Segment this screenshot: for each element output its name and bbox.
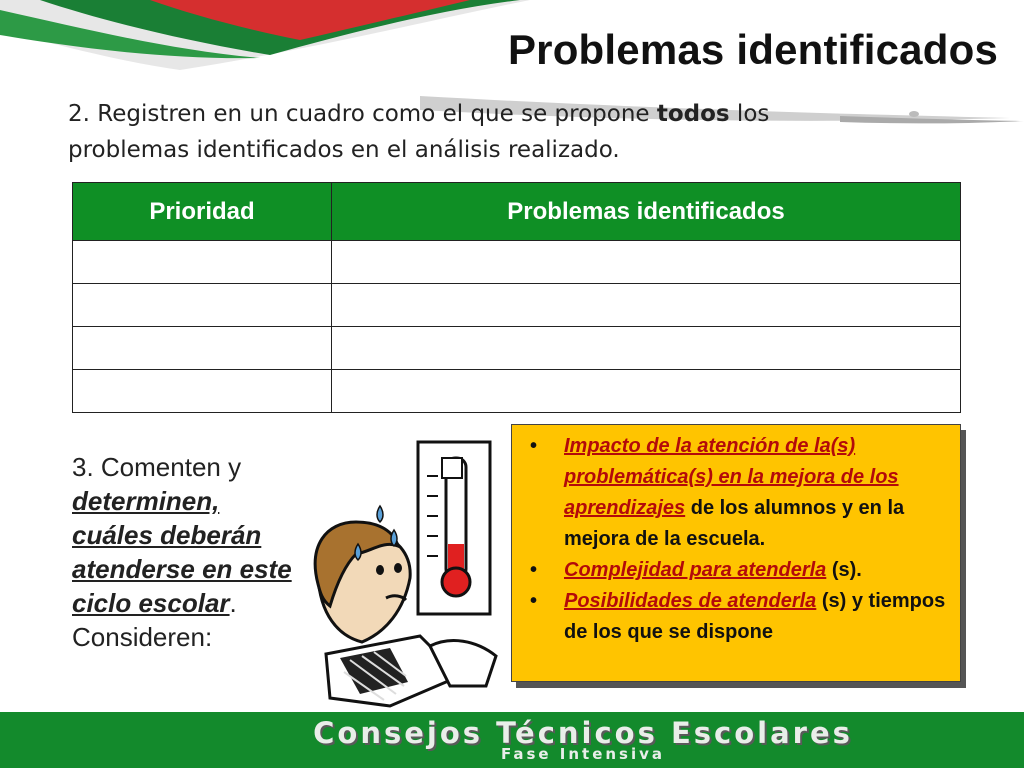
table-row <box>73 327 961 370</box>
table-cell[interactable] <box>73 241 332 284</box>
page-title: Problemas identificados <box>507 26 998 73</box>
table-row <box>73 284 961 327</box>
instruction-after: los problemas identificados en el análisis realizado. <box>68 101 770 163</box>
list-item <box>522 431 948 555</box>
bullet-icon: • <box>530 559 538 581</box>
criteria-rest: (s) y tiempos de los que se dispone <box>564 590 946 643</box>
criteria-highlight: Impacto de la atención de la(s) problemática(s) en la mejora de los aprendizajes <box>564 435 899 519</box>
list-item <box>522 586 948 648</box>
instruction-bold: todos <box>656 101 730 127</box>
table-cell[interactable] <box>332 241 961 284</box>
footer-subtitle: Fase Intensiva <box>500 745 666 763</box>
table-cell[interactable] <box>73 327 332 370</box>
table-cell[interactable] <box>332 327 961 370</box>
consider-emphasis: determinen, cuáles deberán atenderse en este ciclo escolar <box>72 486 292 618</box>
table-row <box>73 370 961 413</box>
table-cell[interactable] <box>73 370 332 413</box>
criteria-rest: de los alumnos y en la mejora de la escuela. <box>564 497 905 550</box>
footer-title: Consejos Técnicos Escolares <box>313 716 853 750</box>
criteria-list <box>522 431 948 648</box>
consider-prefix: 3. Comenten y <box>72 452 242 482</box>
header-problems: Problemas identificados <box>332 183 961 241</box>
table-cell[interactable] <box>332 370 961 413</box>
bullet-icon: • <box>530 590 538 612</box>
list-item <box>522 555 948 586</box>
consider-text <box>72 450 302 654</box>
table-header-row <box>73 183 961 241</box>
header-priority: Prioridad <box>73 183 332 241</box>
criteria-highlight: Posibilidades de atenderla <box>564 590 817 612</box>
table-cell[interactable] <box>73 284 332 327</box>
instruction-text <box>68 96 848 168</box>
instruction-before: 2. Registren en un cuadro como el que se propone <box>68 101 657 127</box>
bullet-icon: • <box>530 435 538 457</box>
criteria-box <box>511 424 961 682</box>
thermometer-illustration <box>300 436 510 712</box>
table-cell[interactable] <box>332 284 961 327</box>
criteria-rest: (s). <box>826 559 862 581</box>
criteria-highlight: Complejidad para atenderla <box>564 559 827 581</box>
problems-table <box>72 182 961 413</box>
consider-suffix: . Consideren: <box>72 588 237 652</box>
table-row <box>73 241 961 284</box>
